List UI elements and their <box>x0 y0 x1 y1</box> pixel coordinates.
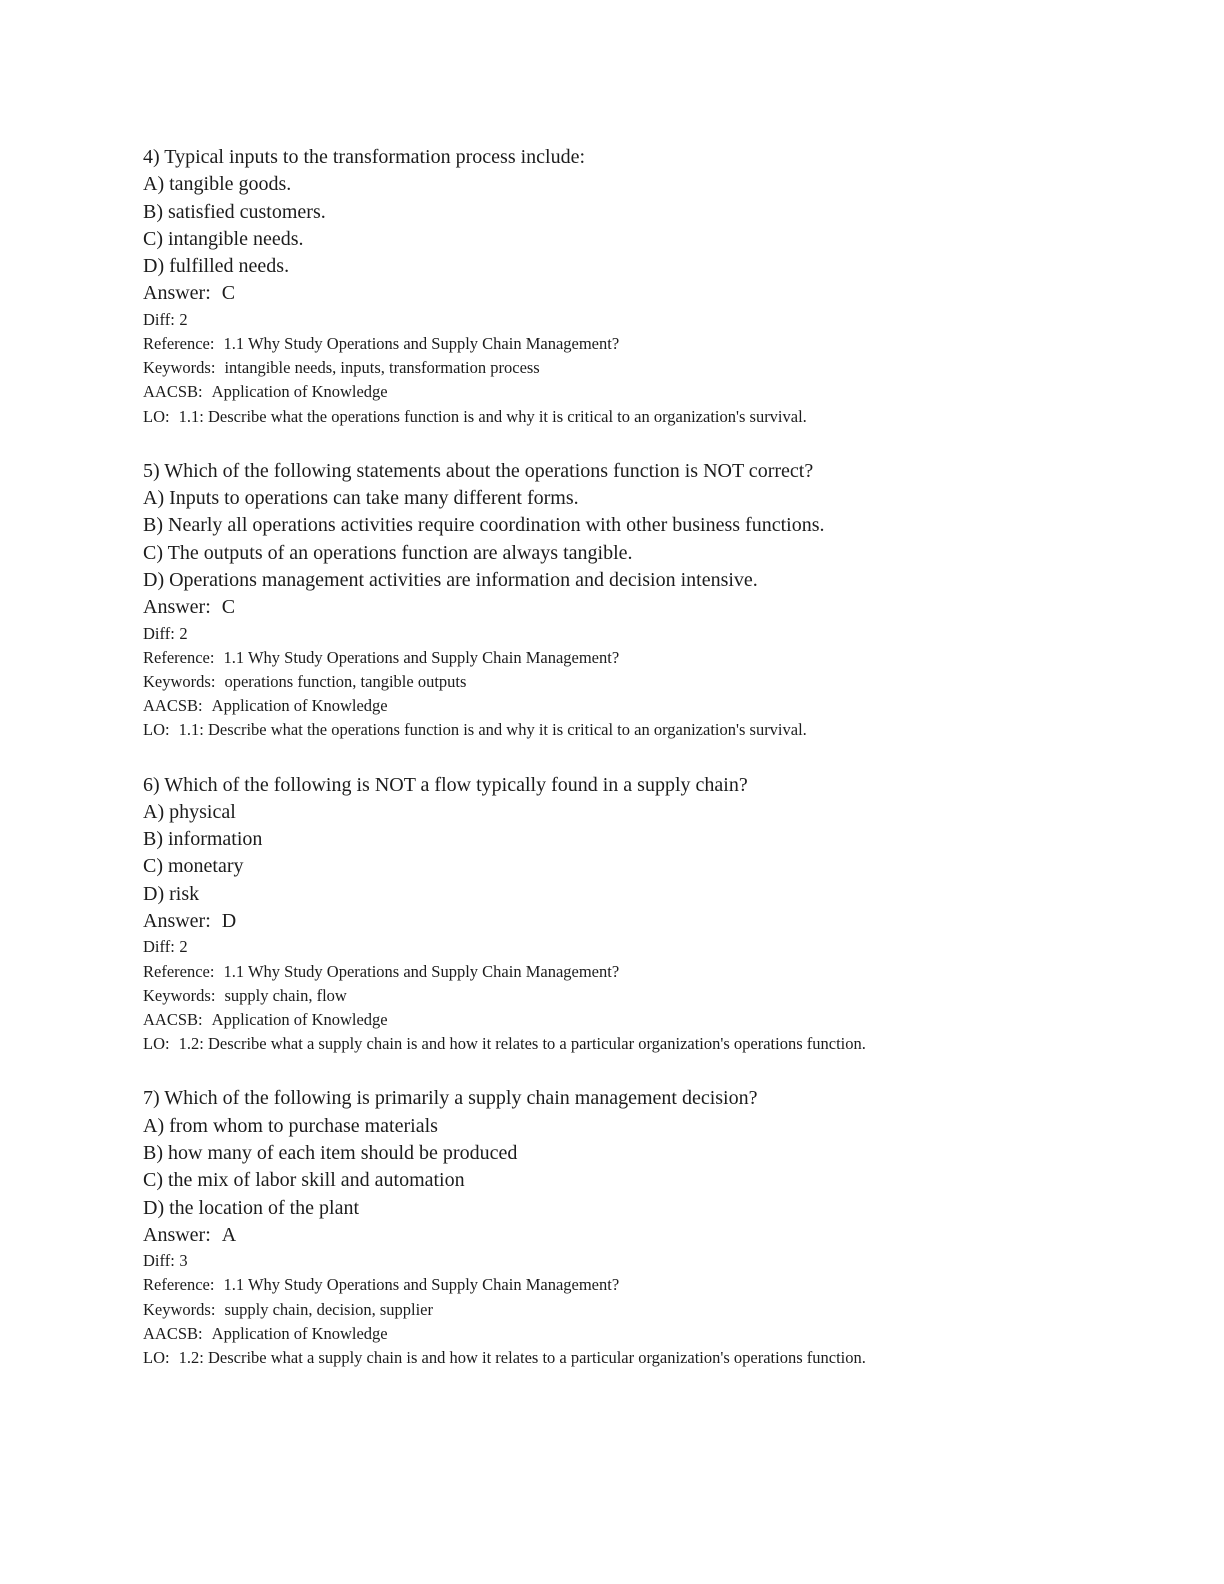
reference-label: Reference: <box>143 333 215 353</box>
answer-label: Answer: <box>143 910 211 933</box>
answer-option: D) risk <box>143 882 200 905</box>
keywords-label: Keywords: <box>143 985 216 1005</box>
reference-value: 1.1 Why Study Operations and Supply Chain Management? <box>223 647 620 667</box>
keywords-line <box>143 1298 1124 1322</box>
lo-line <box>143 718 1124 742</box>
keywords-value: operations function, tangible outputs <box>224 671 467 691</box>
keywords-value: intangible needs, inputs, transformation process <box>224 358 540 378</box>
reference-value: 1.1 Why Study Operations and Supply Chain Management? <box>223 333 620 353</box>
answer-option: C) monetary <box>143 855 244 878</box>
questions-list <box>143 144 1124 1370</box>
aacsb-value: Application of Knowledge <box>211 696 388 716</box>
answer-option: D) Operations management activities are information and decision intensive. <box>143 568 758 591</box>
answer-option: A) tangible goods. <box>143 173 292 196</box>
answer-option: D) the location of the plant <box>143 1196 360 1219</box>
diff-value: 3 <box>179 1251 188 1271</box>
diff-line <box>143 622 1124 646</box>
answer-value: D <box>221 910 237 933</box>
reference-value: 1.1 Why Study Operations and Supply Chain Management? <box>223 1275 620 1295</box>
keywords-label: Keywords: <box>143 671 216 691</box>
lo-value: 1.1: Describe what the operations function is and why it is critical to an organization's survival. <box>178 720 807 740</box>
keywords-line <box>143 356 1124 380</box>
keywords-line <box>143 984 1124 1008</box>
answer-option: B) how many of each item should be produced <box>143 1141 518 1164</box>
reference-label: Reference: <box>143 961 215 981</box>
question-options <box>143 485 1124 594</box>
answer-option: B) Nearly all operations activities require coordination with other business functions. <box>143 514 825 537</box>
diff-label: Diff: <box>143 1251 175 1271</box>
question-stem: 4) Typical inputs to the transformation process include: <box>143 146 586 168</box>
question-stem: 6) Which of the following is NOT a flow typically found in a supply chain? <box>143 773 748 796</box>
diff-value: 2 <box>179 309 188 329</box>
lo-label: LO: <box>143 720 170 740</box>
keywords-value: supply chain, flow <box>224 985 347 1005</box>
aacsb-line <box>143 694 1124 718</box>
answer-line <box>143 908 1124 935</box>
diff-line <box>143 308 1124 332</box>
answer-option: B) satisfied customers. <box>143 200 326 223</box>
answer-label: Answer: <box>143 596 211 619</box>
aacsb-label: AACSB: <box>143 696 203 716</box>
aacsb-line <box>143 1008 1124 1032</box>
answer-value: A <box>221 1223 237 1246</box>
keywords-label: Keywords: <box>143 358 216 378</box>
lo-value: 1.1: Describe what the operations function is and why it is critical to an organization's survival. <box>178 406 807 426</box>
answer-option: A) physical <box>143 800 236 823</box>
question-block <box>143 1085 1124 1370</box>
lo-line <box>143 1032 1124 1056</box>
reference-line <box>143 1273 1124 1297</box>
lo-value: 1.2: Describe what a supply chain is and how it relates to a particular organization's operations function. <box>178 1347 866 1367</box>
reference-line <box>143 332 1124 356</box>
reference-line <box>143 646 1124 670</box>
aacsb-value: Application of Knowledge <box>211 1323 388 1343</box>
lo-line <box>143 1346 1124 1370</box>
diff-label: Diff: <box>143 937 175 957</box>
answer-label: Answer: <box>143 1223 211 1246</box>
question-block <box>143 144 1124 429</box>
question-options <box>143 799 1124 908</box>
diff-value: 2 <box>179 937 188 957</box>
answer-line <box>143 1222 1124 1249</box>
answer-option: D) fulfilled needs. <box>143 255 290 278</box>
lo-label: LO: <box>143 1034 170 1054</box>
question-options <box>143 171 1124 280</box>
reference-label: Reference: <box>143 647 215 667</box>
answer-option: C) the mix of labor skill and automation <box>143 1169 465 1192</box>
answer-option: A) from whom to purchase materials <box>143 1114 438 1137</box>
aacsb-label: AACSB: <box>143 382 203 402</box>
question-stem: 5) Which of the following statements about the operations function is NOT correct? <box>143 459 814 482</box>
answer-value: C <box>221 282 236 305</box>
keywords-line <box>143 670 1124 694</box>
diff-value: 2 <box>179 623 188 643</box>
diff-label: Diff: <box>143 623 175 643</box>
aacsb-label: AACSB: <box>143 1009 203 1029</box>
answer-line <box>143 594 1124 621</box>
aacsb-line <box>143 380 1124 404</box>
aacsb-value: Application of Knowledge <box>211 382 388 402</box>
aacsb-line <box>143 1322 1124 1346</box>
question-options <box>143 1113 1124 1222</box>
aacsb-label: AACSB: <box>143 1323 203 1343</box>
diff-line <box>143 935 1124 959</box>
answer-line <box>143 280 1124 307</box>
answer-option: C) intangible needs. <box>143 227 304 250</box>
answer-option: B) information <box>143 828 263 851</box>
reference-label: Reference: <box>143 1275 215 1295</box>
answer-label: Answer: <box>143 282 211 305</box>
diff-label: Diff: <box>143 309 175 329</box>
keywords-label: Keywords: <box>143 1299 216 1319</box>
question-block <box>143 772 1124 1057</box>
lo-line <box>143 405 1124 429</box>
lo-label: LO: <box>143 1347 170 1367</box>
diff-line <box>143 1249 1124 1273</box>
question-block <box>143 458 1124 743</box>
lo-label: LO: <box>143 406 170 426</box>
lo-value: 1.2: Describe what a supply chain is and how it relates to a particular organization's operations function. <box>178 1034 866 1054</box>
answer-option: A) Inputs to operations can take many different forms. <box>143 487 579 510</box>
keywords-value: supply chain, decision, supplier <box>224 1299 433 1319</box>
question-stem: 7) Which of the following is primarily a supply chain management decision? <box>143 1087 758 1110</box>
answer-option: C) The outputs of an operations function are always tangible. <box>143 541 633 564</box>
answer-value: C <box>221 596 236 619</box>
reference-line <box>143 960 1124 984</box>
aacsb-value: Application of Knowledge <box>211 1009 388 1029</box>
reference-value: 1.1 Why Study Operations and Supply Chain Management? <box>223 961 620 981</box>
